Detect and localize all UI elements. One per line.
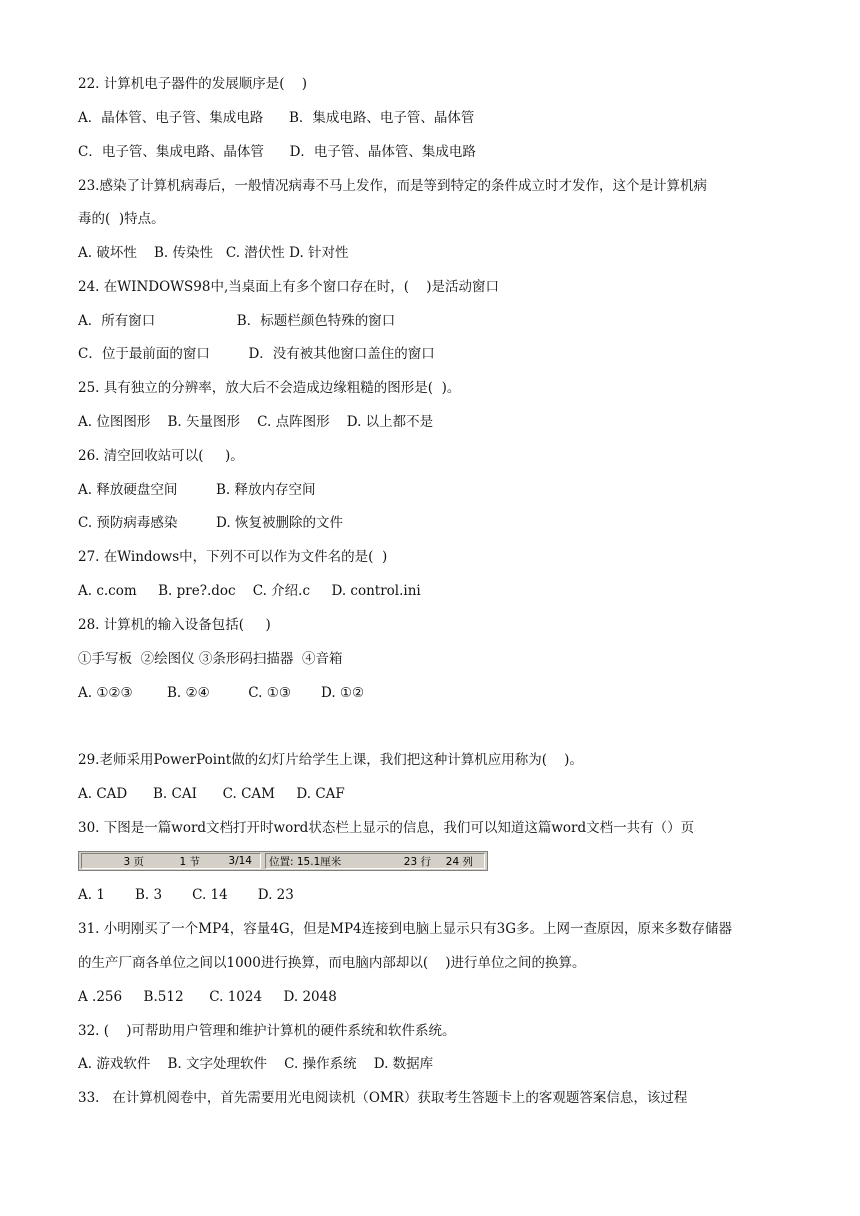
status-page-of: 3/14 <box>228 855 252 867</box>
q28-options: A. ①②③ B. ②④ C. ①③ D. ①② <box>78 685 365 701</box>
q30-options: A. 1 B. 3 C. 14 D. 23 <box>78 887 294 903</box>
q27-stem: 27. 在Windows中，下列不可以作为文件名的是( ) <box>78 549 388 565</box>
q26-stem: 26. 清空回收站可以( )。 <box>78 448 244 464</box>
q27-options: A. c.com B. pre?.doc C. 介绍.c D. control.ini <box>78 583 421 599</box>
q22-options-ab: A．晶体管、电子管、集成电路 B．集成电路、电子管、晶体管 <box>78 110 475 126</box>
q28-items: ①手写板 ②绘图仪 ③条形码扫描器 ④音箱 <box>78 651 343 667</box>
q24-options-cd: C．位于最前面的窗口 D．没有被其他窗口盖住的窗口 <box>78 346 435 362</box>
q33-stem: 33. 在计算机阅卷中，首先需要用光电阅读机（OMR）获取考生答题卡上的客观题答案信息，该过程 <box>78 1090 688 1106</box>
word-status-bar <box>78 851 488 871</box>
q32-stem: 32. ( )可帮助用户管理和维护计算机的硬件系统和软件系统。 <box>78 1023 456 1039</box>
q22-stem: 22. 计算机电子器件的发展顺序是( ) <box>78 76 307 92</box>
status-col: 24 列 <box>445 855 473 868</box>
status-position: 位置: 15.1厘米 <box>269 855 342 868</box>
status-section: 1 节 <box>179 855 200 868</box>
status-bar-page-pane <box>81 853 261 869</box>
q25-options: A. 位图图形 B. 矢量图形 C. 点阵图形 D. 以上都不是 <box>78 414 434 430</box>
q25-stem: 25. 具有独立的分辨率，放大后不会造成边缘粗糙的图形是( )。 <box>78 380 461 396</box>
q23-options: A. 破坏性 B. 传染性 C. 潜伏性 D. 针对性 <box>78 245 349 261</box>
q26-options-cd: C. 预防病毒感染 D. 恢复被删除的文件 <box>78 515 343 531</box>
q28-stem: 28. 计算机的输入设备包括( ) <box>78 617 271 633</box>
status-row: 23 行 <box>403 855 431 868</box>
q22-options-cd: C．电子管、集成电路、晶体管 D．电子管、晶体管、集成电路 <box>78 144 476 160</box>
q31-stem-line1: 31. 小明刚买了一个MP4，容量4G，但是MP4连接到电脑上显示只有3G多。上网一查原因，原来多数存储器 <box>78 921 732 937</box>
q23-stem-line2: 毒的( )特点。 <box>78 211 165 227</box>
q23-stem-line1: 23.感染了计算机病毒后，一般情况病毒不马上发作，而是等到特定的条件成立时才发作，这个是计算机病 <box>78 178 707 194</box>
q31-options: A .256 B.512 C. 1024 D. 2048 <box>78 989 337 1005</box>
q26-options-ab: A. 释放硬盘空间 B. 释放内存空间 <box>78 482 316 498</box>
q24-options-ab: A．所有窗口 B．标题栏颜色特殊的窗口 <box>78 313 396 329</box>
q32-options: A. 游戏软件 B. 文字处理软件 C. 操作系统 D. 数据库 <box>78 1056 434 1072</box>
status-page: 3 页 <box>123 855 144 868</box>
status-bar-position-pane <box>265 853 485 869</box>
q30-stem: 30. 下图是一篇word文档打开时word状态栏上显示的信息，我们可以知道这篇word文档一共有（）页 <box>78 820 695 836</box>
q29-options: A. CAD B. CAI C. CAM D. CAF <box>78 786 345 802</box>
q24-stem: 24. 在WINDOWS98中,当桌面上有多个窗口存在时，( )是活动窗口 <box>78 279 499 295</box>
q31-stem-line2: 的生产厂商各单位之间以1000进行换算，而电脑内部却以( )进行单位之间的换算。 <box>78 955 586 971</box>
q29-stem: 29.老师采用PowerPoint做的幻灯片给学生上课，我们把这种计算机应用称为( )。 <box>78 752 583 768</box>
